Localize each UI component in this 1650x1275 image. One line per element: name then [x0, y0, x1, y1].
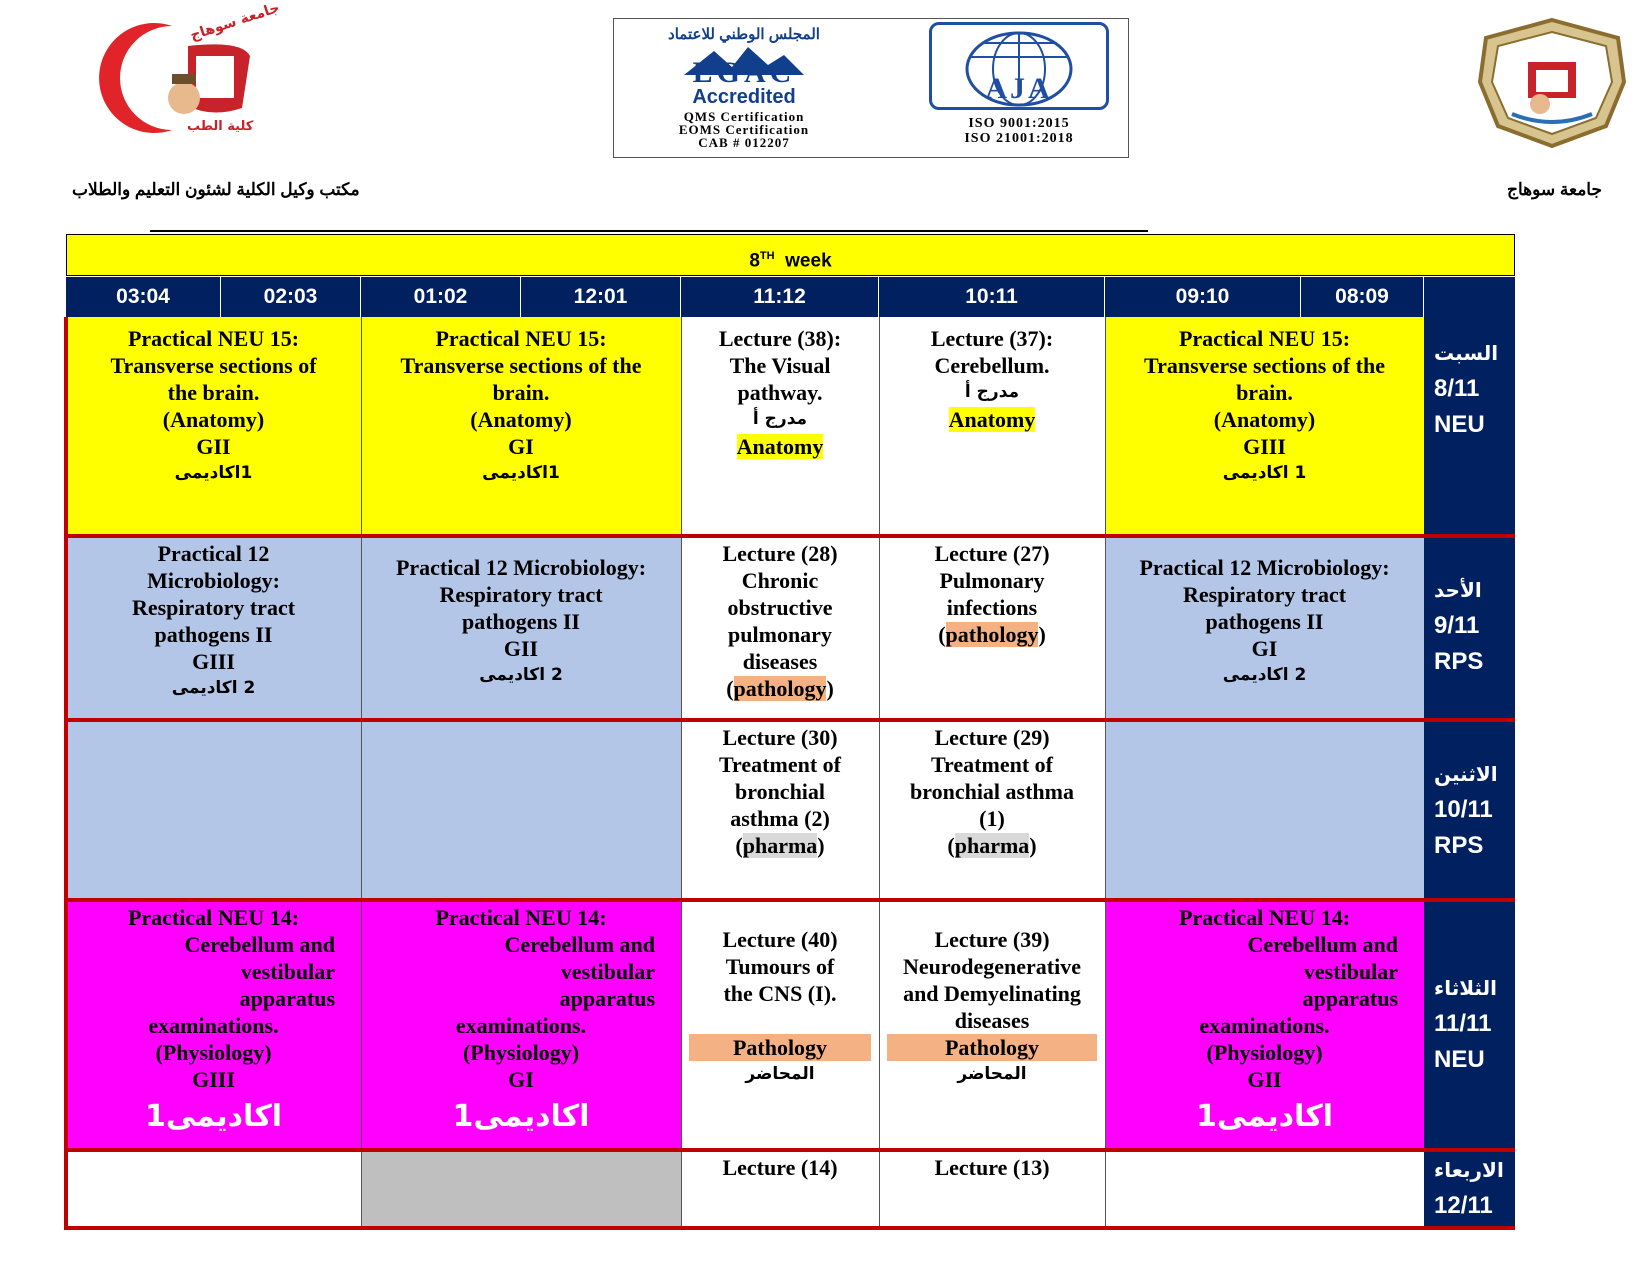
- schedule-cell-tue-0809: Practical NEU 14: Cerebellum and vestibular apparatus examinations. (Physiology) GII اكاديمى1: [1105, 900, 1424, 1150]
- subject-label: Pathology: [689, 1034, 871, 1061]
- room-label: اكاديمى1: [145, 1099, 282, 1134]
- room-label: 2 اكاديمى: [171, 678, 256, 698]
- header-rule: [150, 230, 1148, 232]
- schedule-cell-sun-1112: Lecture (28) Chronic obstructive pulmonary diseases (pathology): [681, 536, 879, 720]
- egac-accredited: Accredited: [692, 86, 796, 108]
- schedule-cell-wed-0102: [361, 1150, 681, 1228]
- svg-text:جامعة سوهاج: جامعة سوهاج: [188, 0, 282, 44]
- subject-label: pharma: [954, 833, 1030, 858]
- egac-arabic-title: المجلس الوطني للاعتماد: [668, 26, 820, 43]
- time-slot-header: 01:02: [361, 277, 521, 317]
- schedule-cell-tue-0102: Practical NEU 14: Cerebellum and vestibular apparatus examinations. (Physiology) GI اكاديمى1: [361, 900, 681, 1150]
- subject-label: pharma: [742, 833, 818, 858]
- time-slot-header: 12:01: [521, 277, 681, 317]
- egac-line-qms: QMS Certification: [683, 109, 805, 124]
- grid-line: [681, 317, 682, 1228]
- faculty-logo: [92, 0, 282, 136]
- time-slot-header: 08:09: [1301, 277, 1424, 317]
- grid-line: [361, 317, 362, 1228]
- egac-line-eoms: EOMS Certification: [678, 122, 810, 137]
- schedule-cell-sat-0304: Practical NEU 15: Transverse sections of the brain. (Anatomy) GII 1اكاديمى: [66, 317, 361, 536]
- schedule-cell-sun-0304: Practical 12 Microbiology: Respiratory tract pathogens II GIII 2 اكاديمى: [66, 536, 361, 720]
- schedule-cell-tue-1011: Lecture (39) Neurodegenerative and Demyelinating diseases Pathology المحاضر: [879, 900, 1105, 1150]
- egac-badge: [624, 23, 864, 153]
- schedule-cell-sat-1112: Lecture (38): The Visual pathway. مدرج أ Anatomy: [681, 317, 879, 536]
- schedule-cell-sun-1011: Lecture (27) Pulmonary infections (pathology): [879, 536, 1105, 720]
- schedule-cell-mon-1011: Lecture (29) Treatment of bronchial asthma (1) (pharma): [879, 720, 1105, 900]
- schedule-cell-wed-0304: [66, 1150, 361, 1228]
- schedule-cell-sat-0809: Practical NEU 15: Transverse sections of the brain. (Anatomy) GIII 1 اكاديمى: [1105, 317, 1424, 536]
- aja-iso-21001: ISO 21001:2018: [964, 131, 1074, 146]
- time-slot-header: 02:03: [221, 277, 361, 317]
- table-border-left: [64, 317, 68, 1228]
- week-label: week: [785, 250, 832, 272]
- room-label: 1 اكاديمى: [1222, 463, 1307, 483]
- schedule-cell-mon-0102: [361, 720, 681, 900]
- row-divider: [64, 534, 1515, 538]
- schedule-cell-tue-1112: Lecture (40) Tumours of the CNS (I). Pathology المحاضر: [681, 900, 879, 1150]
- subject-label: pathology: [945, 622, 1039, 647]
- time-slot-header: 09:10: [1105, 277, 1301, 317]
- schedule-cell-mon-0304: [66, 720, 361, 900]
- aja-name: AJA: [985, 72, 1053, 105]
- room-label: المحاضر: [745, 1064, 815, 1084]
- office-title: مكتب وكيل الكلية لشئون التعليم والطلاب: [72, 180, 360, 199]
- time-slot-header: 11:12: [681, 277, 879, 317]
- schedule-cell-wed-1112: Lecture (14): [681, 1150, 879, 1228]
- table-border-bottom: [64, 1226, 1515, 1230]
- time-slot-header: 03:04: [66, 277, 221, 317]
- day-label-wed: الاربعاء 12/11: [1424, 1150, 1515, 1228]
- week-ordinal: TH: [759, 250, 775, 262]
- egac-line-cab: CAB # 012207: [698, 135, 790, 150]
- room-label: 2 اكاديمى: [1222, 665, 1307, 685]
- grid-line: [879, 317, 880, 1228]
- svg-text:كلية الطب: كلية الطب: [187, 119, 254, 134]
- schedule-cell-mon-1112: Lecture (30) Treatment of bronchial asthma (2) (pharma): [681, 720, 879, 900]
- schedule-cell-sun-0102: Practical 12 Microbiology: Respiratory tract pathogens II GII 2 اكاديمى: [361, 536, 681, 720]
- schedule-cell-wed-1011: Lecture (13): [879, 1150, 1105, 1228]
- subject-label: Pathology: [887, 1034, 1097, 1061]
- room-label: اكاديمى1: [1196, 1099, 1333, 1134]
- room-label: 1اكاديمى: [174, 463, 253, 483]
- university-seal: [1478, 18, 1626, 148]
- university-name: جامعة سوهاج: [1507, 180, 1602, 199]
- mountain-icon: [684, 45, 804, 75]
- day-column-header: [1424, 277, 1515, 317]
- week-banner: [66, 234, 1515, 276]
- schedule-cell-sat-1011: Lecture (37): Cerebellum. مدرج أ Anatomy: [879, 317, 1105, 536]
- subject-label: pathology: [733, 676, 827, 701]
- globe-icon: [929, 22, 1109, 110]
- row-divider: [64, 718, 1515, 722]
- room-label: مدرج أ: [964, 382, 1020, 402]
- room-label: اكاديمى1: [452, 1099, 590, 1134]
- day-label-mon: الاثنين 10/11 RPS: [1424, 720, 1515, 900]
- room-label: 2 اكاديمى: [479, 665, 563, 685]
- schedule-cell-sat-0102: Practical NEU 15: Transverse sections of the brain. (Anatomy) GI 1اكاديمى: [361, 317, 681, 536]
- aja-iso-9001: ISO 9001:2015: [968, 116, 1070, 131]
- schedule-cell-tue-0304: Practical NEU 14: Cerebellum and vestibular apparatus examinations. (Physiology) GIII اكاديمى1: [66, 900, 361, 1150]
- subject-label: Anatomy: [948, 407, 1036, 432]
- schedule-cell-sun-0809: Practical 12 Microbiology: Respiratory tract pathogens II GI 2 اكاديمى: [1105, 536, 1424, 720]
- subject-label: Anatomy: [736, 434, 824, 459]
- room-label: مدرج أ: [752, 409, 808, 429]
- row-divider: [64, 1148, 1515, 1152]
- time-slot-header: 10:11: [879, 277, 1105, 317]
- day-label-sat: السبت 8/11 NEU: [1424, 317, 1515, 536]
- week-number: 8: [749, 250, 760, 272]
- aja-badge: [919, 22, 1119, 154]
- grid-line: [1105, 317, 1106, 1228]
- day-label-tue: الثلاثاء 11/11 NEU: [1424, 900, 1515, 1150]
- room-label: المحاضر: [957, 1064, 1027, 1084]
- schedule-cell-wed-0809: [1105, 1150, 1424, 1228]
- room-label: 1اكاديمى: [482, 463, 560, 483]
- schedule-cell-mon-0809: [1105, 720, 1424, 900]
- certification-box: [613, 18, 1129, 158]
- row-divider: [64, 898, 1515, 902]
- day-label-sun: الأحد 9/11 RPS: [1424, 536, 1515, 720]
